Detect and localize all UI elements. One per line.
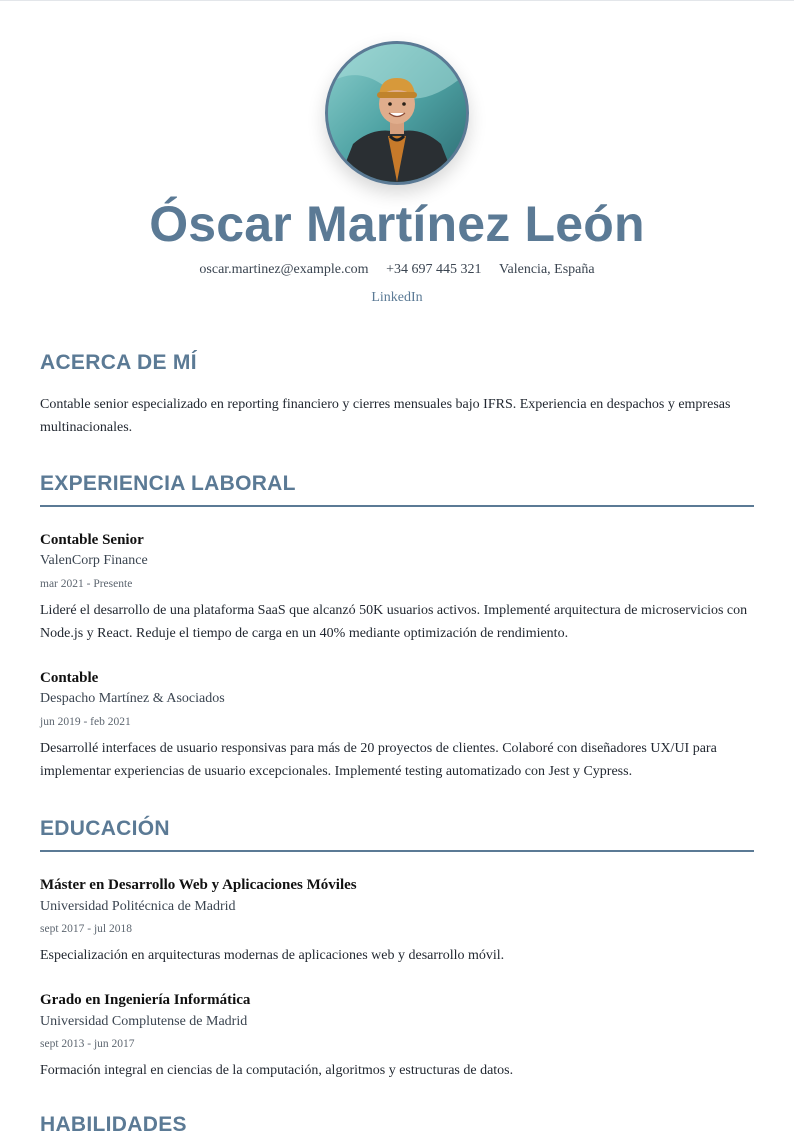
section-title-skills: HABILIDADES	[40, 1113, 187, 1136]
education-dates: sept 2013 - jun 2017	[40, 1038, 135, 1050]
location-text: Valencia, España	[498, 262, 595, 277]
section-divider	[40, 850, 754, 852]
education-description: Especialización en arquitecturas modernas de aplicaciones web y desarrollo móvil.	[40, 948, 505, 963]
job-dates: jun 2019 - feb 2021	[40, 716, 131, 728]
school-name: Universidad Complutense de Madrid	[40, 1014, 248, 1029]
job-description: Lideré el desarrollo de una plataforma SaaS que alcanzó 50K usuarios activos. Implementé arquitectura de microservicios con Node.js y React. Reduje el tiempo de carga en un 40% mediante optimización de rendimiento.	[40, 603, 748, 641]
contact-info	[0, 261, 794, 279]
education-description: Formación integral en ciencias de la computación, algoritmos y estructuras de datos.	[40, 1063, 514, 1078]
degree-title: Grado en Ingeniería Informática	[40, 992, 251, 1008]
job-title: Contable Senior	[40, 532, 144, 548]
degree-title: Máster en Desarrollo Web y Aplicaciones Móviles	[40, 877, 357, 893]
phone-text: +34 697 445 321	[386, 262, 482, 277]
section-divider	[40, 505, 754, 507]
linkedin-link[interactable]: LinkedIn	[371, 290, 423, 305]
section-title-about: ACERCA DE MÍ	[40, 351, 197, 374]
job-dates: mar 2021 - Presente	[40, 578, 133, 590]
section-title-experience: EXPERIENCIA LABORAL	[40, 472, 296, 495]
job-description: Desarrollé interfaces de usuario responsivas para más de 20 proyectos de clientes. Colaboré con diseñadores UX/UI para implementar experiencias de usuario excepcionales. Implementé testing automatizado con Jest y Cypress.	[40, 741, 717, 779]
page-top-divider	[0, 0, 794, 1]
job-title: Contable	[40, 670, 99, 686]
education-dates: sept 2017 - jul 2018	[40, 923, 132, 935]
company-name: ValenCorp Finance	[40, 553, 148, 568]
school-name: Universidad Politécnica de Madrid	[40, 899, 236, 914]
email-text: oscar.martinez@example.com	[199, 262, 369, 277]
section-title-education: EDUCACIÓN	[40, 817, 170, 840]
company-name: Despacho Martínez & Asociados	[40, 691, 225, 706]
about-text: Contable senior especializado en reporting financiero y cierres mensuales bajo IFRS. Experiencia en despachos y empresas multinacionales.	[40, 397, 731, 435]
profile-photo	[325, 41, 469, 185]
profile-photo-illustration	[328, 44, 466, 182]
candidate-name: Óscar Martínez León	[149, 196, 645, 252]
